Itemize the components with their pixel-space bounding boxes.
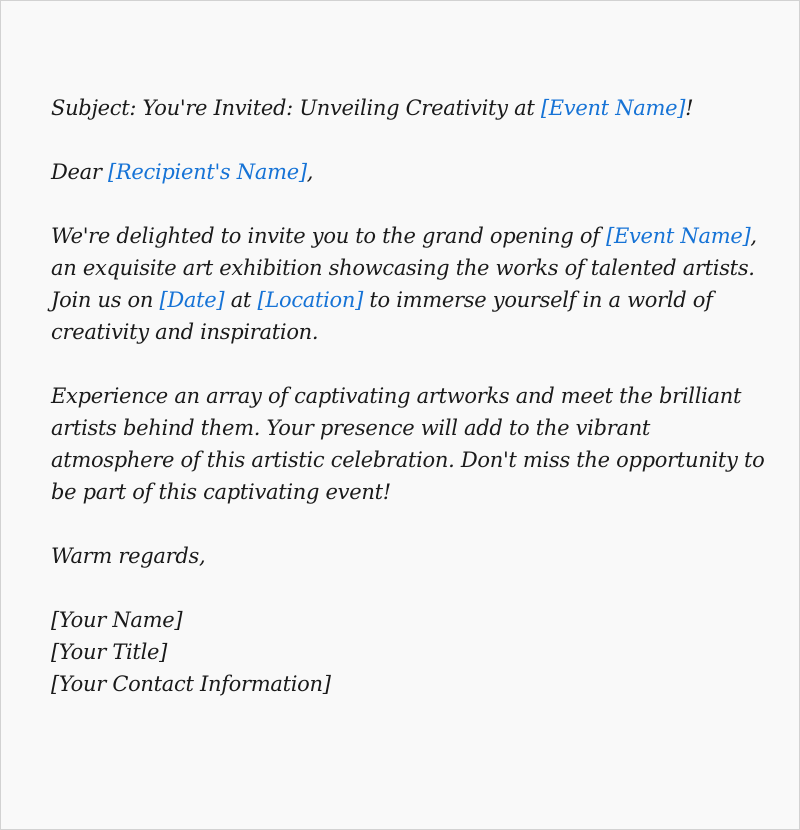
experience-line-2: artists behind them. Your presence will add to the vibrant: [51, 416, 651, 440]
experience-line-1: Experience an array of captivating artworks and meet the brilliant: [51, 384, 742, 408]
signature-contact: [Your Contact Information]: [51, 672, 331, 696]
event-name-placeholder: [Event Name]: [540, 96, 686, 120]
signature-title: [Your Title]: [51, 640, 168, 664]
closing-text: Warm regards,: [51, 544, 206, 568]
salutation-suffix: ,: [306, 160, 314, 184]
subject-suffix: !: [685, 96, 694, 120]
recipient-name-placeholder: [Recipient's Name]: [108, 160, 307, 184]
invitation-line-4: creativity and inspiration.: [51, 320, 319, 344]
experience-paragraph: [51, 380, 769, 508]
closing: [51, 540, 769, 572]
invitation-line-1: We're delighted to invite you to the grand opening of [Event Name],: [51, 224, 757, 248]
invitation-line-2: an exquisite art exhibition showcasing the works of talented artists.: [51, 256, 755, 280]
event-name-placeholder: [Event Name]: [606, 224, 751, 248]
subject-prefix: Subject: You're Invited: Unveiling Creativity at: [51, 96, 541, 120]
subject-line: [51, 92, 769, 124]
location-placeholder: [Location]: [257, 288, 364, 312]
experience-line-4: be part of this captivating event!: [51, 480, 391, 504]
invitation-paragraph: [51, 220, 769, 348]
signature-name: [Your Name]: [51, 608, 183, 632]
signature-block: [51, 604, 769, 700]
experience-line-3: atmosphere of this artistic celebration. Don't miss the opportunity to: [51, 448, 765, 472]
invitation-line-3: Join us on [Date] at [Location] to immerse yourself in a world of: [51, 288, 713, 312]
date-placeholder: [Date]: [159, 288, 225, 312]
salutation: [51, 156, 769, 188]
salutation-prefix: Dear: [51, 160, 108, 184]
